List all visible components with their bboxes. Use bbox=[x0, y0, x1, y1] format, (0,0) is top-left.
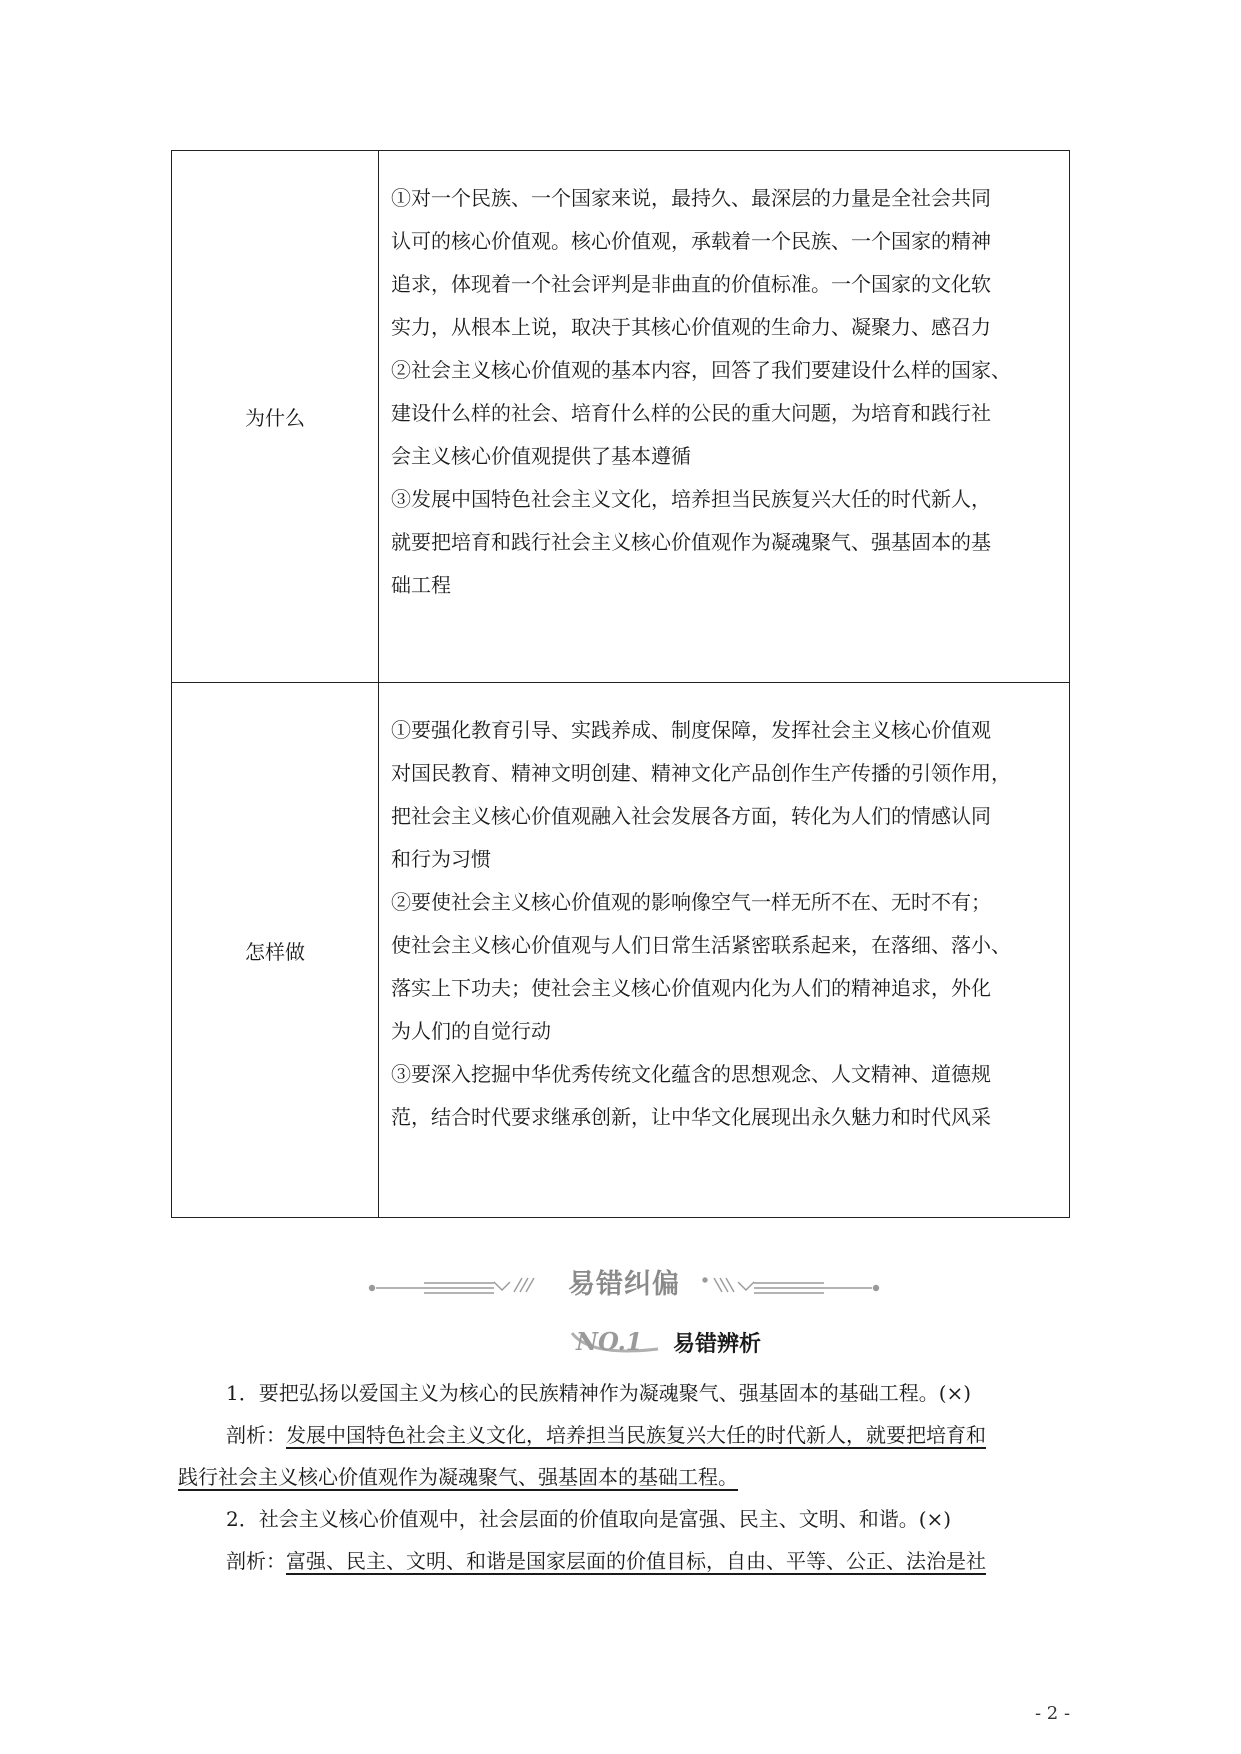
error-analysis-list bbox=[178, 1372, 1068, 1582]
row-content bbox=[379, 683, 1070, 1218]
content-line: 落实上下功夫；使社会主义核心价值观内化为人们的精神追求，外化 bbox=[391, 976, 991, 1000]
item-statement: 2．社会主义核心价值观中，社会层面的价值取向是富强、民主、文明、和谐。(×) bbox=[226, 1507, 952, 1531]
content-line: ③发展中国特色社会主义文化，培养担当民族复兴大任的时代新人， bbox=[391, 487, 991, 511]
section-banner bbox=[364, 1262, 884, 1308]
table-row bbox=[172, 151, 1070, 683]
analysis-label: 剖析： bbox=[226, 1549, 286, 1573]
content-line: 为人们的自觉行动 bbox=[391, 1019, 551, 1043]
row-label: 怎样做 bbox=[172, 683, 379, 1218]
content-line: 会主义核心价值观提供了基本遵循 bbox=[391, 444, 691, 468]
content-line: 认可的核心价值观。核心价值观，承载着一个民族、一个国家的精神 bbox=[391, 229, 991, 253]
item-analysis bbox=[178, 1414, 1068, 1456]
content-line: ①对一个民族、一个国家来说，最持久、最深层的力量是全社会共同 bbox=[391, 186, 991, 210]
knowledge-table bbox=[171, 150, 1070, 1218]
content-line: 对国民教育、精神文明创建、精神文化产品创作生产传播的引领作用， bbox=[391, 761, 1011, 785]
analysis-label: 剖析： bbox=[226, 1423, 286, 1447]
content-line: 把社会主义核心价值观融入社会发展各方面，转化为人们的情感认同 bbox=[391, 804, 991, 828]
banner-title: 易错纠偏 bbox=[568, 1269, 680, 1300]
content-line: ②社会主义核心价值观的基本内容，回答了我们要建设什么样的国家、 bbox=[391, 358, 1011, 382]
content-line: ②要使社会主义核心价值观的影响像空气一样无所不在、无时不有； bbox=[391, 890, 991, 914]
content-line: 和行为习惯 bbox=[391, 847, 491, 871]
content-line: 追求，体现着一个社会评判是非曲直的价值标准。一个国家的文化软 bbox=[391, 272, 991, 296]
content-line: 就要把培育和践行社会主义核心价值观作为凝魂聚气、强基固本的基 bbox=[391, 530, 991, 554]
content-line: 实力，从根本上说，取决于其核心价值观的生命力、凝聚力、感召力 bbox=[391, 315, 991, 339]
content-line: 建设什么样的社会、培育什么样的公民的重大问题，为培育和践行社 bbox=[391, 401, 991, 425]
analysis-text: 发展中国特色社会主义文化，培养担当民族复兴大任的时代新人，就要把培育和 bbox=[286, 1423, 986, 1447]
content-line: ③要深入挖掘中华优秀传统文化蕴含的思想观念、人文精神、道德规 bbox=[391, 1062, 991, 1086]
row-label: 为什么 bbox=[172, 151, 379, 683]
item-statement: 1．要把弘扬以爱国主义为核心的民族精神作为凝魂聚气、强基固本的基础工程。(×) bbox=[226, 1381, 972, 1405]
page-number: - 2 - bbox=[1035, 1703, 1071, 1724]
item-analysis bbox=[178, 1540, 1068, 1582]
analysis-text: 践行社会主义核心价值观作为凝魂聚气、强基固本的基础工程。 bbox=[178, 1465, 738, 1489]
content-line: ①要强化教育引导、实践养成、制度保障，发挥社会主义核心价值观 bbox=[391, 718, 991, 742]
analysis-text: 富强、民主、文明、和谐是国家层面的价值目标，自由、平等、公正、法治是社 bbox=[286, 1549, 986, 1573]
content-line: 础工程 bbox=[391, 573, 451, 597]
content-line: 范，结合时代要求继承创新，让中华文化展现出永久魅力和时代风采 bbox=[391, 1105, 991, 1129]
subsection-title: 易错辨析 bbox=[673, 1331, 762, 1357]
item-analysis-continued bbox=[178, 1456, 1068, 1498]
subsection-number: NO.1 bbox=[576, 1327, 643, 1356]
table-row bbox=[172, 683, 1070, 1218]
row-content bbox=[379, 151, 1070, 683]
content-line: 使社会主义核心价值观与人们日常生活紧密联系起来，在落细、落小、 bbox=[391, 933, 1011, 957]
